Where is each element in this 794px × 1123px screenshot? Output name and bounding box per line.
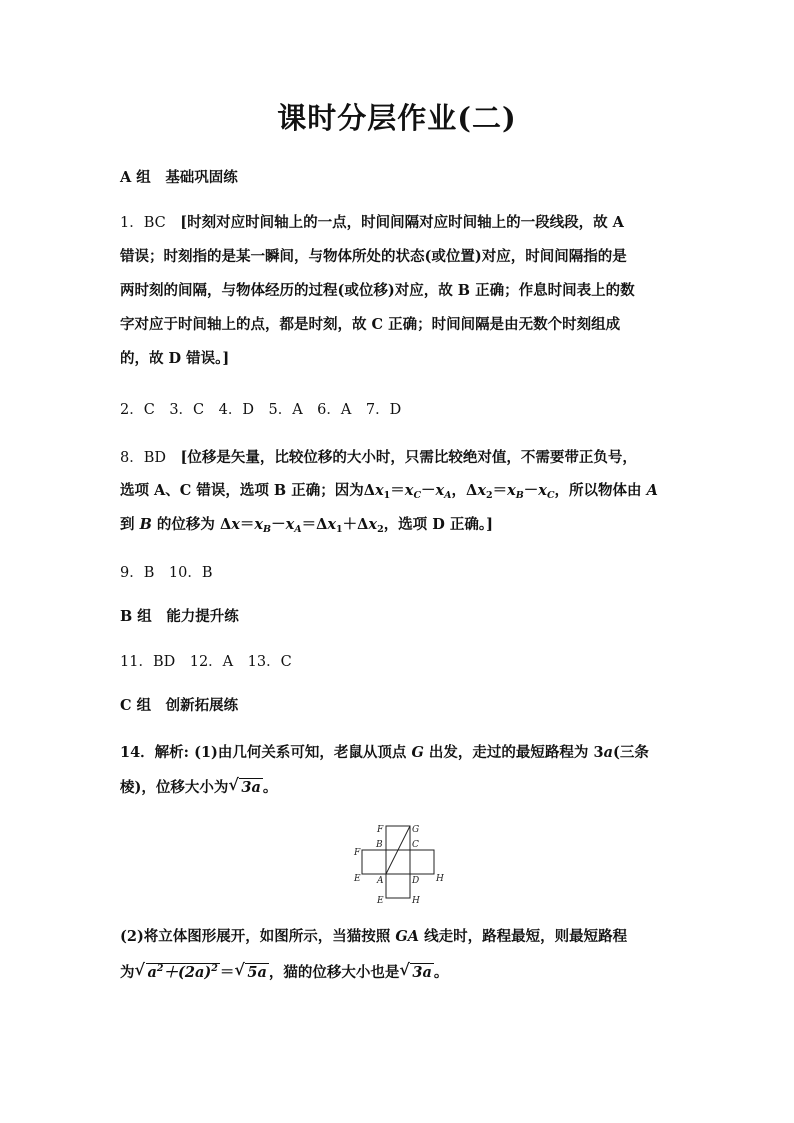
sqrt-3a-2: √ 3a <box>399 960 432 981</box>
q8-line-1: 8．BD [位移是矢量，比较位移的大小时，只需比较绝对值，不需要带正负号， <box>120 449 637 466</box>
page-title: 课时分层作业(二) <box>277 101 517 135</box>
q11-13-answers: 11．BD 12．A 13．C <box>120 654 292 670</box>
q9-10-answers: 9．B 10．B <box>120 565 213 581</box>
group-a-heading: A 组 基础巩固练 <box>120 169 238 186</box>
unfolded-cube-figure <box>340 822 450 904</box>
group-b-heading: B 组 能力提升练 <box>120 608 239 625</box>
q14-line-3: (2)将立体图形展开，如图所示，当猫按照 GA 线走时，路程最短，则最短路程 <box>120 928 628 945</box>
label-a: A <box>377 876 384 886</box>
sqrt-a2-plus-2a2: √ $a^2+(2a)^2$ <box>134 960 218 981</box>
label-f-left: F <box>354 848 361 858</box>
q8-line-3: 到 B 的位移为 $\Delta x=x_B-x_A=\Delta x_1+\Delta x_2$，选项 D 正确。] <box>120 516 493 535</box>
label-f-top: F <box>377 825 384 835</box>
q2-7-answers: 2．C 3．C 4．D 5．A 6．A 7．D <box>120 402 402 418</box>
sqrt-5a: √ 5a <box>234 960 267 981</box>
q1-line-5: 的，故 D 错误。] <box>120 350 230 367</box>
q8-formula-2: $\Delta x=x_B-x_A=\Delta x_1+\Delta x_2$ <box>219 516 384 535</box>
face-center <box>386 850 410 874</box>
q14-line-1: 14．解析: (1)由几何关系可知，老鼠从顶点 G 出发，走过的最短路程为 3a(三条 <box>120 744 649 761</box>
label-g-top: G <box>412 825 420 835</box>
q8-line-2: 选项 A、C 错误，选项 B 正确；因为$\Delta x_1=x_C-x_A$，$\Delta x_2=x_B-x_C$，所以物体由 A <box>120 482 658 501</box>
label-b: B <box>376 840 383 850</box>
label-h-right: H <box>436 874 444 884</box>
face-right <box>410 850 434 874</box>
label-d: D <box>412 876 420 886</box>
q14-line-2: 棱)，位移大小为 √ 3a 。 <box>120 775 278 796</box>
group-c-heading: C 组 创新拓展练 <box>120 697 239 714</box>
label-e-bottom: E <box>377 896 384 904</box>
face-top <box>386 826 410 850</box>
q8-formula-1: $\Delta x_1=x_C-x_A$，$\Delta x_2=x_B-x_C$ <box>363 482 555 501</box>
face-left <box>362 850 386 874</box>
q14-line-4: 为 √ $a^2+(2a)^2$ ＝ √ 5a ，猫的位移大小也是 √ 3a 。 <box>120 960 449 981</box>
q1-line-4: 字对应于时间轴上的点，都是时刻，故 C 正确；时间间隔是由无数个时刻组成 <box>120 316 621 333</box>
sqrt-3a: √ 3a <box>228 775 261 796</box>
label-e-left: E <box>354 874 361 884</box>
q1-line-1: 1．BC [时刻对应时间轴上的一点，时间间隔对应时间轴上的一段线段，故 A <box>120 214 624 231</box>
label-c: C <box>412 840 419 850</box>
q1-line-2: 错误；时刻指的是某一瞬间，与物体所处的状态(或位置)对应，时间间隔指的是 <box>120 248 627 265</box>
q1-line-3: 两时刻的间隔，与物体经历的过程(或位移)对应，故 B 正确；作息时间表上的数 <box>120 282 635 299</box>
face-bottom <box>386 874 410 898</box>
label-h-bottom: H <box>412 896 420 904</box>
